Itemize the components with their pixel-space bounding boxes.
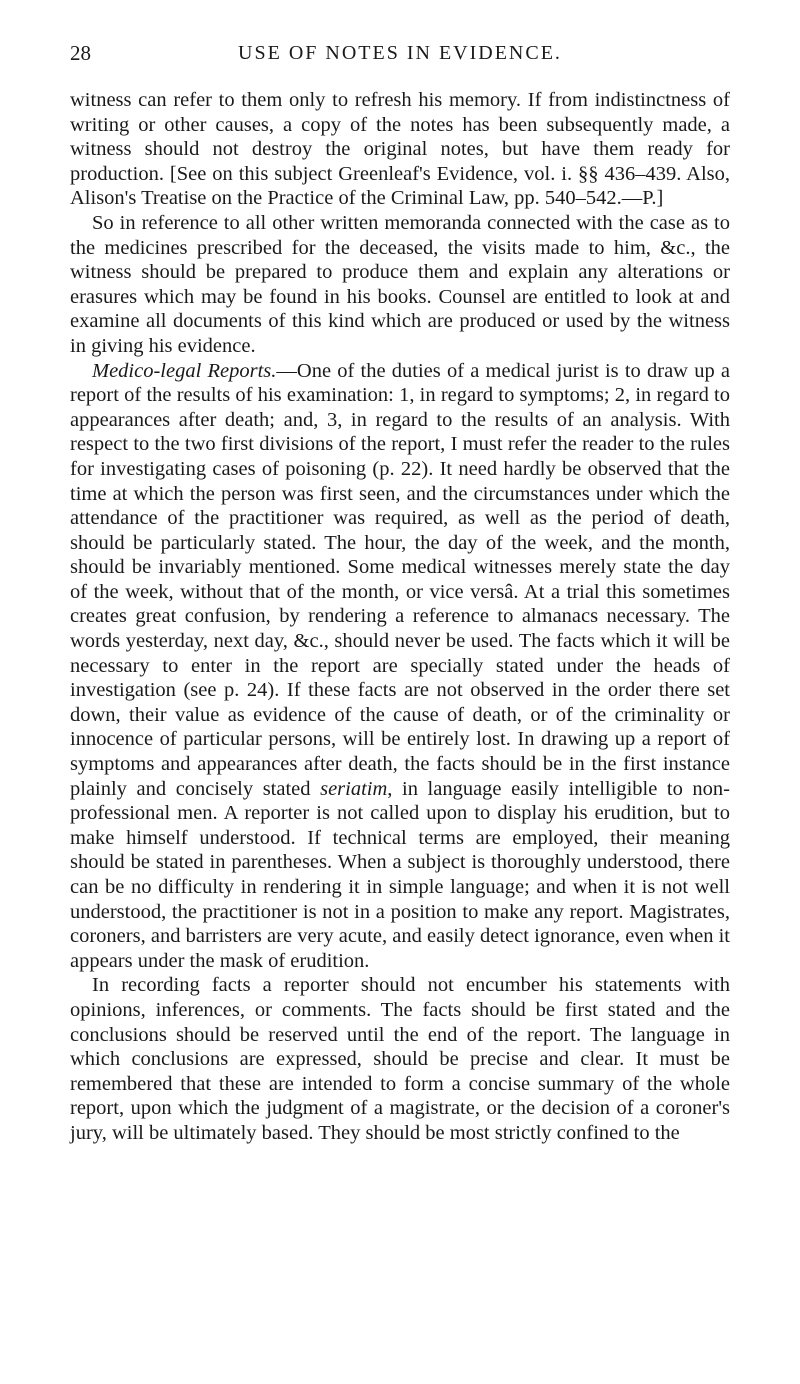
page-body (70, 88, 730, 1146)
page-number: 28 (70, 41, 91, 65)
paragraph-text-tail: , in language easily intelligible to non-professional men. A reporter is not called upon to display his erudition, but to make himself understood. If technical terms are employed, their meaning should be stated in parentheses. When a subject is thoroughly understood, there can be no difficulty in rendering it in simple language; and when it is not well understood, the practitioner is not in a position to make any report. Magistrates, coroners, and barristers are very acute, and easily detect ignorance, even when it appears under the mask of erudition. (70, 777, 730, 972)
paragraph-text: So in reference to all other written memoranda connected with the case as to the medicines prescribed for the deceased, the visits made to him, &c., the witness should be prepared to produce them and explain any alterations or erasures which may be found in his books. Counsel are entitled to look at and examine all documents of this kind which are produced or used by the witness in giving his evidence. (70, 211, 730, 357)
page-header (70, 40, 730, 66)
paragraph-continuation (70, 88, 730, 211)
running-head: USE OF NOTES IN EVIDENCE. (238, 42, 562, 64)
paragraph-text: In recording facts a reporter should not encumber his statements with opinions, inferences, or comments. The facts should be first stated and the conclusions should be reserved until the end of the report. The language in which conclusions are expressed, should be precise and clear. It must be remembered that these are intended to form a concise summary of the whole report, upon which the judgment of a magistrate, or the decision of a coroner's jury, will be ultimately based. They should be most strictly confined to the (70, 974, 730, 1144)
italic-term: seriatim (320, 777, 388, 800)
paragraph-text: witness can refer to them only to refresh his memory. If from indistinctness of writing or other causes, a copy of the notes has been subsequently made, a witness should not destroy the original notes, but have them ready for production. [See on this subject Greenleaf's Evidence, vol. i. §§ 436–439. Also, Alison's Treatise on the Practice of the Criminal Law, pp. 540–542.—P.] (70, 89, 730, 210)
paragraph (70, 973, 730, 1145)
paragraph-text: —One of the duties of a medical jurist is to draw up a report of the results of his examination: 1, in regard to symptoms; 2, in regard to appearances after death; and, 3, in regard to the results of an analysis. With respect to the two first divisions of the report, I must refer the reader to the rules for investigating cases of poisoning (p. 22). It need hardly be observed that the time at which the person was first seen, and the circumstances under which the attendance of the practitioner was required, as well as the period of death, should be particularly stated. The hour, the day of the week, and the month, should be invariably mentioned. Some medical witnesses merely state the day of the week, without that of the month, or vice versâ. At a trial this sometimes creates great confusion, by rendering a reference to almanacs necessary. The words yesterday, next day, &c., should never be used. The facts which it will be necessary to enter in the report are specially stated under the heads of investigation (see p. 24). If these facts are not observed in the order there set down, their value as evidence of the cause of death, or of the criminality or innocence of particular persons, will be entirely lost. In drawing up a report of symptoms and appearances after death, the facts should be in the first instance plainly and concisely stated (70, 359, 730, 800)
section-lead-heading: Medico-legal Reports. (92, 359, 277, 382)
paragraph-medico-legal-reports (70, 359, 730, 974)
paragraph (70, 211, 730, 359)
